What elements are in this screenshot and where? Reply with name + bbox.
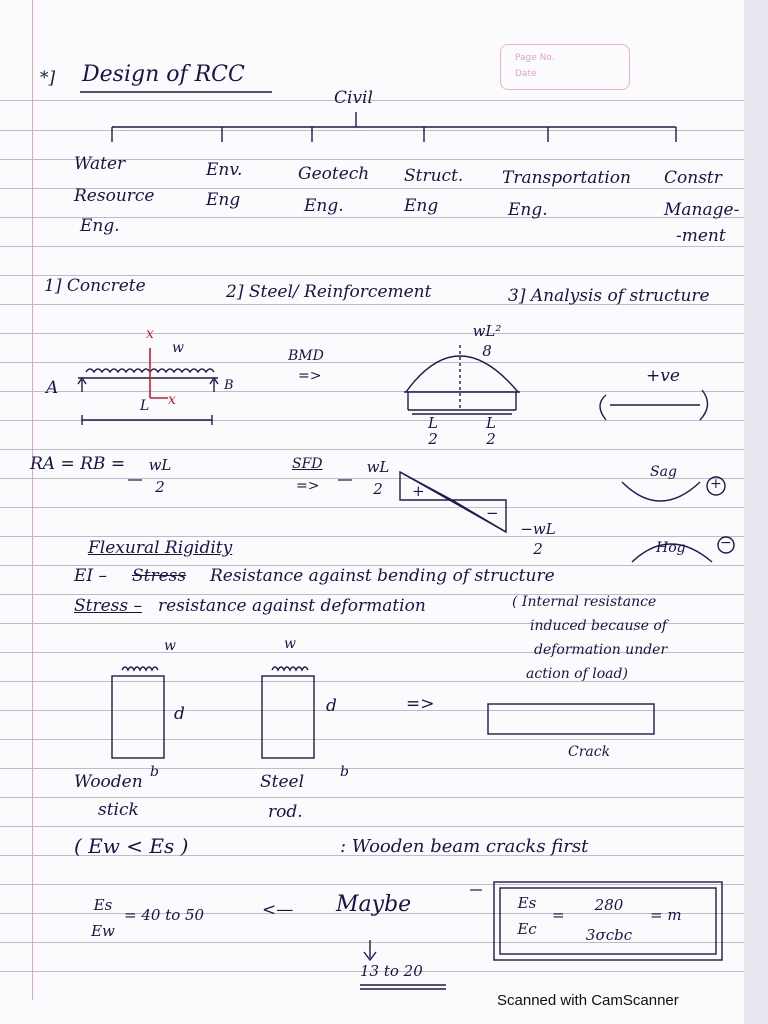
box-denominator: Ec xyxy=(517,920,537,938)
page-label: Page No. xyxy=(515,53,555,63)
sag-label: Sag xyxy=(650,464,677,480)
crack-label: Crack xyxy=(568,744,611,760)
ratio-denominator: Ew xyxy=(91,922,115,940)
bmd-label: BMD xyxy=(288,348,324,364)
sfd-arrow: => xyxy=(296,478,320,494)
reaction-numerator: wL xyxy=(148,456,172,474)
note-line-2: induced because of xyxy=(530,618,667,634)
stick-label: stick xyxy=(98,800,139,820)
sfd-top-denominator: 2 xyxy=(373,480,383,498)
box-numerator: Es xyxy=(517,894,537,912)
branch-line1: Water xyxy=(74,154,126,174)
heading-marker: *] xyxy=(40,68,56,88)
sfd-minus: − xyxy=(486,504,499,522)
branch-line1: Transportation xyxy=(502,168,631,188)
branch-line2: Eng xyxy=(404,196,439,216)
sfd-bottom-denominator: 2 xyxy=(533,540,543,558)
box-right-numerator: 280 xyxy=(594,896,624,914)
steel-width-label: b xyxy=(340,764,349,780)
ratio-value: = 40 to 50 xyxy=(124,906,205,924)
comparison-result: : Wooden beam cracks first xyxy=(340,836,589,857)
branch-line2: Manage- xyxy=(664,200,740,220)
sag-sign: + xyxy=(710,476,722,492)
alternative-range: 13 to 20 xyxy=(360,962,423,980)
branch-line1: Geotech xyxy=(298,164,370,184)
sfd-bottom-numerator: −wL xyxy=(520,520,556,538)
bmd-arrow: => xyxy=(298,368,322,384)
note-line-4: action of load) xyxy=(526,666,628,682)
branch-line2: Eng. xyxy=(304,196,344,216)
reaction-denominator: 2 xyxy=(155,478,165,496)
box-right-denominator: 3σcbc xyxy=(585,926,633,944)
ratio-arrow: <— xyxy=(262,900,294,920)
reaction-equation: RA = RB = xyxy=(30,454,126,474)
ei-prefix: EI – xyxy=(74,566,108,586)
tree-root: Civil xyxy=(334,88,373,108)
rod-label: rod. xyxy=(268,802,303,822)
modular-ratio-m: = m xyxy=(650,906,682,924)
wood-load-label: w xyxy=(164,638,176,654)
note-line-3: deformation under xyxy=(534,642,668,658)
steel-depth-label: d xyxy=(326,696,337,716)
section-x-top: x xyxy=(146,326,154,342)
maybe-label: Maybe xyxy=(336,892,412,917)
hog-label: Hog xyxy=(656,540,686,556)
stress-definition: resistance against deformation xyxy=(158,596,426,616)
wooden-label: Wooden xyxy=(74,772,143,792)
scanner-watermark: Scanned with CamScanner xyxy=(497,992,679,1009)
ei-definition: Resistance against bending of structure xyxy=(210,566,555,586)
modulus-comparison: ( Ew < Es ) xyxy=(74,834,189,858)
stress-prefix: Stress – xyxy=(74,596,143,616)
branch-line2: Resource xyxy=(74,186,155,206)
support-a-label: A xyxy=(46,378,59,398)
topic-concrete: 1] Concrete xyxy=(44,276,146,296)
ratio-numerator: Es xyxy=(93,896,113,914)
branch-line1: Constr xyxy=(664,168,722,188)
support-b-label: B xyxy=(224,378,234,393)
hog-sign: − xyxy=(720,535,732,551)
sfd-plus: + xyxy=(412,482,425,500)
page-title: Design of RCC xyxy=(82,62,245,87)
bmd-half-left-numerator: L xyxy=(428,414,438,432)
bmd-half-left-denominator: 2 xyxy=(428,430,438,448)
positive-shear-label: +ve xyxy=(646,366,680,386)
branch-line1: Struct. xyxy=(404,166,464,186)
box-equals: = xyxy=(552,906,565,924)
topic-analysis: 3] Analysis of structure xyxy=(508,286,710,306)
sfd-top-numerator: wL xyxy=(366,458,390,476)
section-x-bottom: x xyxy=(168,392,176,408)
wood-depth-label: d xyxy=(174,704,185,724)
section-arrow: => xyxy=(406,694,435,714)
rigidity-title: Flexural Rigidity xyxy=(88,538,233,558)
load-label: w xyxy=(172,340,184,356)
bmd-half-right-denominator: 2 xyxy=(486,430,496,448)
bmd-max-numerator: wL² xyxy=(472,322,502,340)
span-label: L xyxy=(140,398,150,414)
wood-width-label: b xyxy=(150,764,159,780)
steel-label: Steel xyxy=(260,772,305,792)
sfd-label: SFD xyxy=(292,456,323,472)
topic-steel: 2] Steel/ Reinforcement xyxy=(226,282,432,302)
branch-line2: Eng xyxy=(206,190,241,210)
branch-line3: Eng. xyxy=(80,216,120,236)
note-line-1: ( Internal resistance xyxy=(512,594,657,610)
date-label: Date xyxy=(515,69,537,79)
branch-line3: -ment xyxy=(676,226,726,246)
steel-load-label: w xyxy=(284,636,296,652)
bmd-max-denominator: 8 xyxy=(482,342,492,360)
ei-struck-word: Stress xyxy=(132,566,187,586)
branch-line1: Env. xyxy=(206,160,243,180)
bmd-half-right-numerator: L xyxy=(486,414,496,432)
branch-line2: Eng. xyxy=(508,200,548,220)
